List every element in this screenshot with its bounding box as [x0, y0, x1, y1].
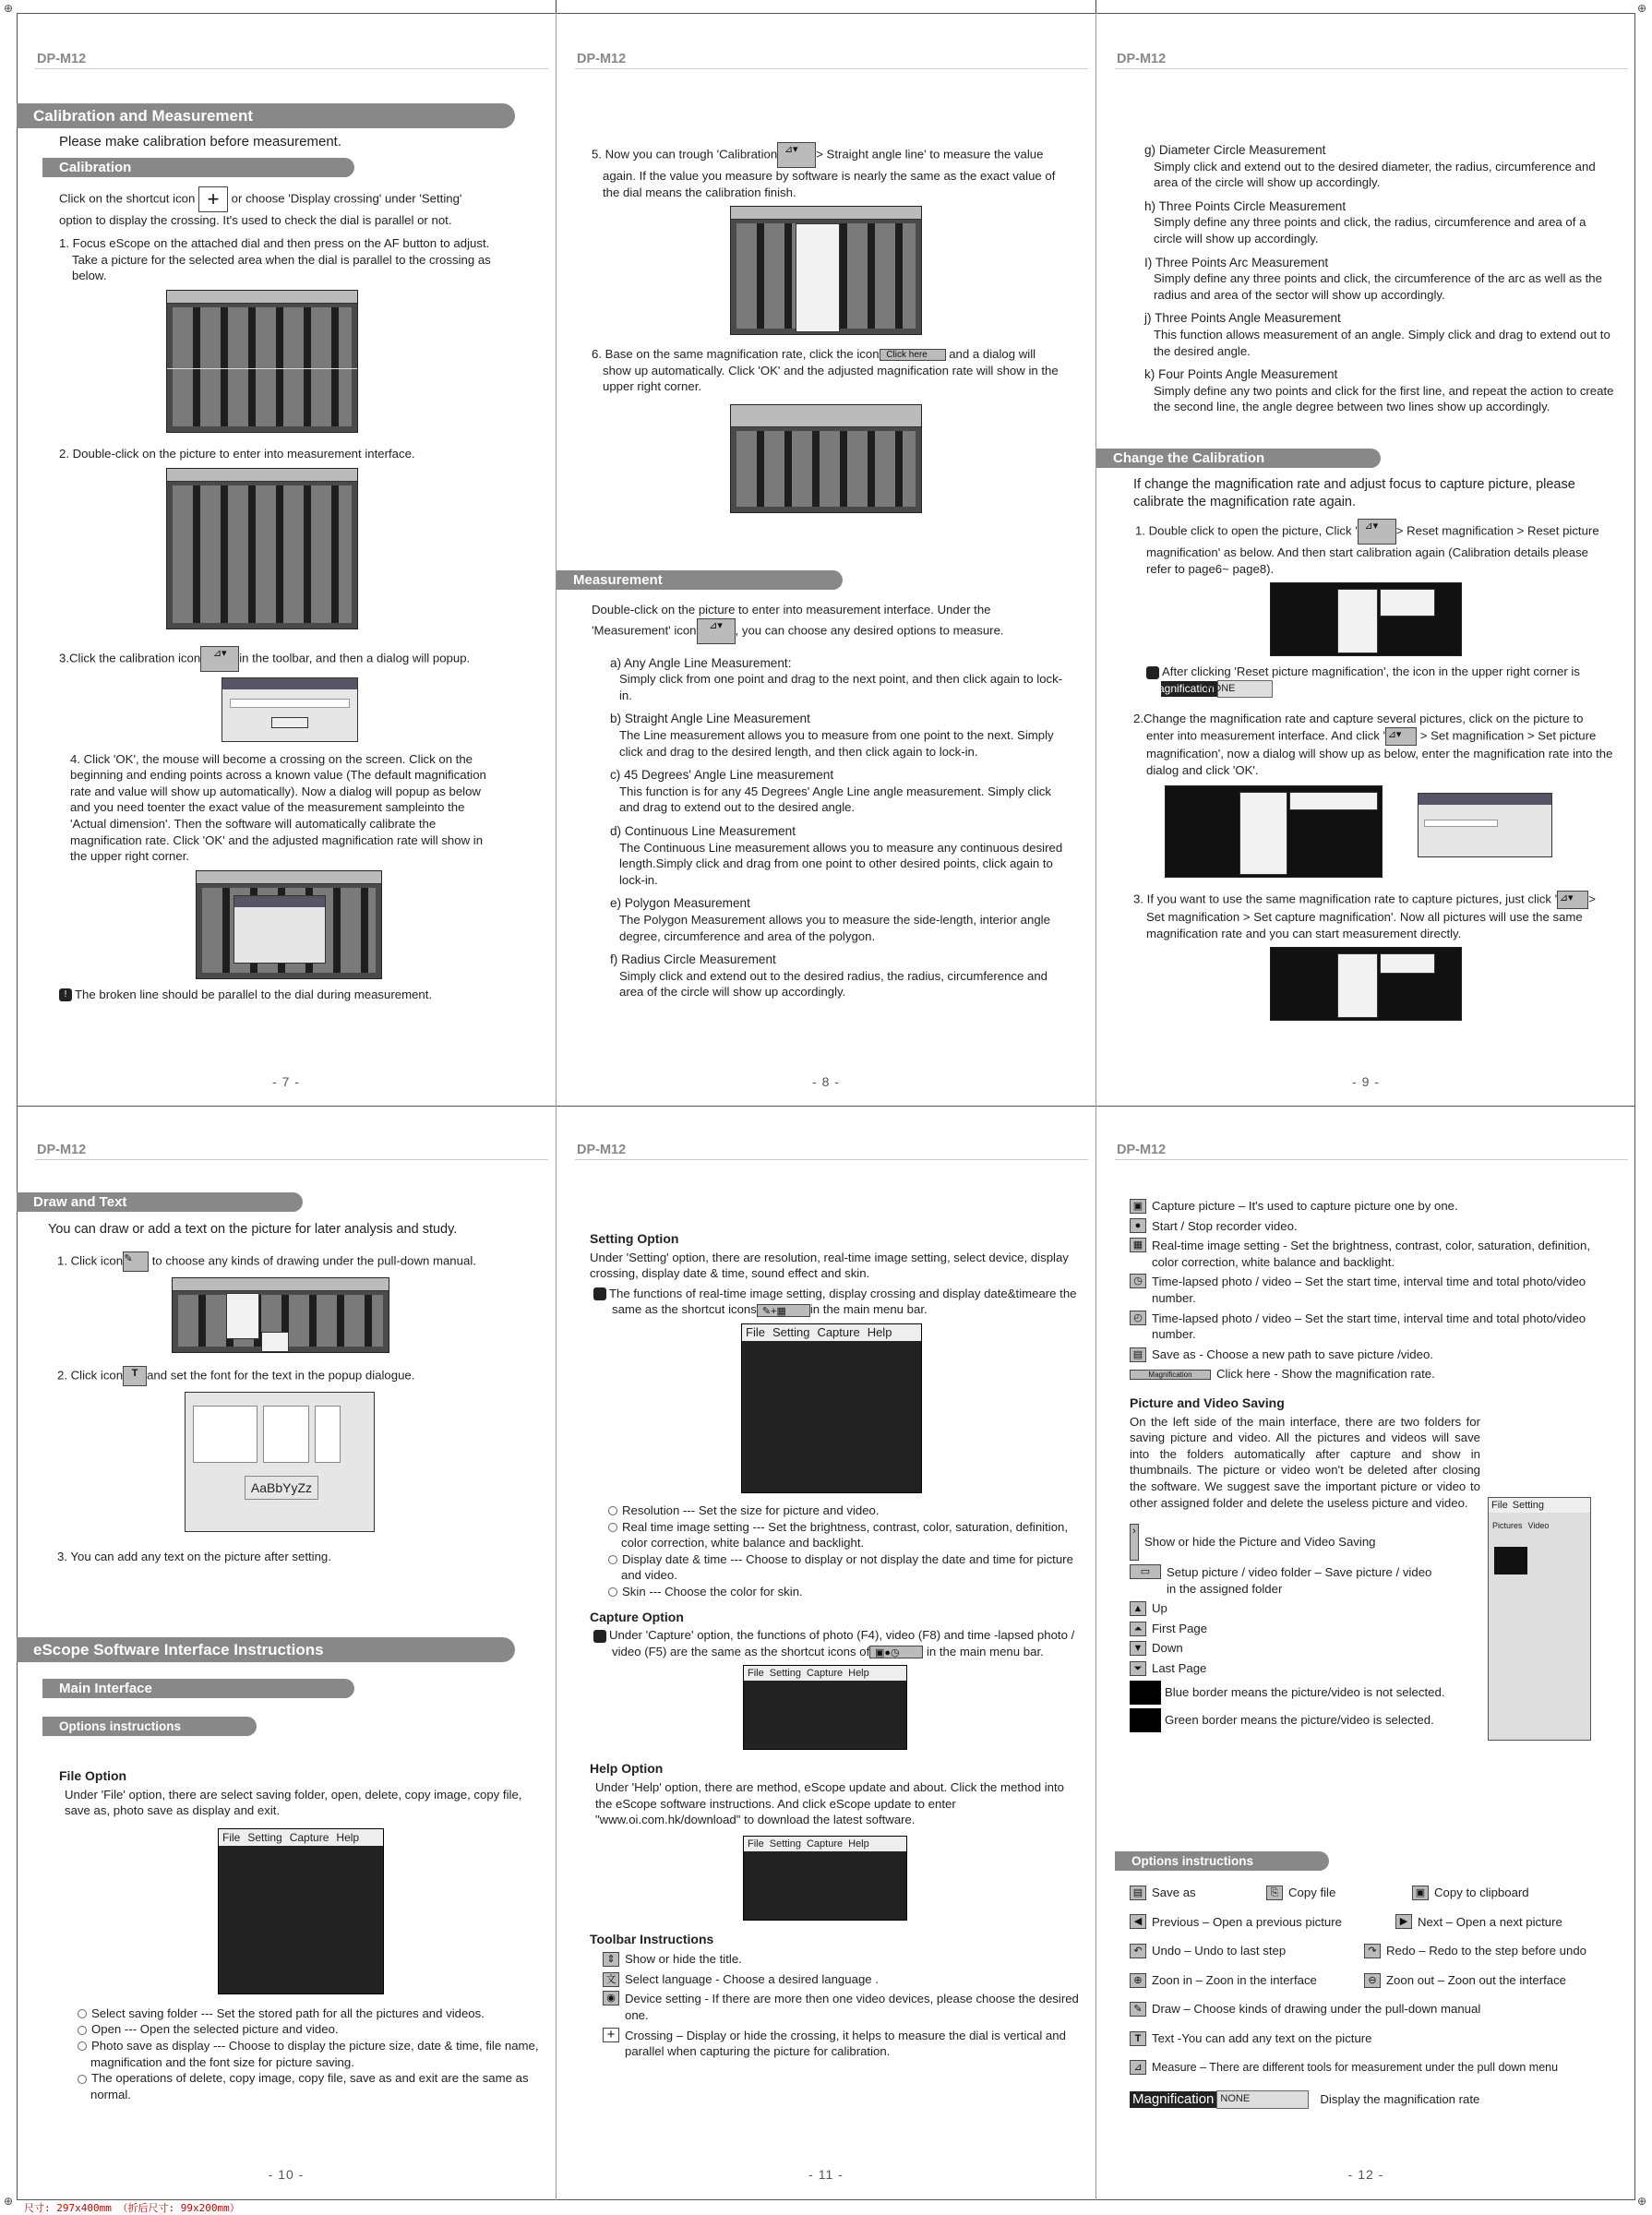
magnification-dialog: [1418, 793, 1552, 857]
icon-item: ◷ Time-lapsed photo / video – Set the start time, interval time and total photo/video number.: [1130, 1274, 1619, 1306]
menu-item[interactable]: skin: [749, 1430, 764, 1440]
menu-bar: [219, 1829, 383, 1846]
pv-item: ▭ Setup picture / video folder – Save picture / video in the assigned folder: [1130, 1564, 1619, 1597]
zoom-in-icon[interactable]: ⊕: [1130, 1973, 1146, 1988]
note-icon: !: [59, 988, 72, 1001]
setting-note: ! The functions of real-time image setting, display crossing and display date&timeare the same as the shortcut icons ✎+▦ in the main menu bar.: [589, 1286, 1077, 1317]
fold-line-horizontal: [17, 1106, 1635, 1107]
file-menu-screenshot: [218, 1828, 384, 1994]
file-option-text: Under 'File' option, there are select saving folder, open, delete, copy image, copy file, save as, photo save as display and exit.: [65, 1787, 522, 1818]
previous-icon[interactable]: ◀: [1130, 1914, 1146, 1929]
bullet: The operations of delete, copy image, copy file, save as and exit are the same as normal.: [59, 2070, 539, 2102]
option-row: Magnification NONE Display the magnification rate: [1130, 2090, 1628, 2109]
setting-option-title: Setting Option: [590, 1231, 679, 1246]
capture-shortcut-icons: ▣●◷: [869, 1646, 923, 1658]
sub-banner: Main Interface: [42, 1679, 354, 1698]
magnification-label: Magnification: [1130, 2091, 1216, 2108]
step-2: 2. Double-click on the picture to enter into measurement interface.: [59, 446, 415, 461]
draw-step-2: 2. Click icon T and set the font for the text in the popup dialogue.: [48, 1366, 537, 1386]
page-header: DP-M12: [577, 1143, 627, 1157]
screenshot-dialog: [196, 870, 382, 979]
option-row: ✎ Draw – Choose kinds of drawing under the pull-down manual: [1130, 2001, 1628, 2017]
green-border-swatch: [1130, 1708, 1161, 1732]
crossing-icon: +: [198, 186, 228, 212]
screenshot-capture-menu: [1270, 947, 1462, 1021]
screenshot-pair: [1165, 785, 1613, 878]
help-dropdown: [744, 1851, 803, 1888]
menu-setting[interactable]: Setting: [772, 1324, 810, 1339]
crop-mark: [556, 0, 557, 13]
measure-item: b) Straight Angle Line Measurement The Line measurement allows you to measure from one point to the next. Simply click and drag to the desired length, and then click again to lock-in.: [610, 712, 1054, 759]
pv-item: ⏷ Last Page: [1130, 1660, 1619, 1677]
pv-item: › Show or hide the Picture and Video Saving: [1130, 1524, 1619, 1561]
zoom-out-icon[interactable]: ⊖: [1364, 1973, 1381, 1988]
pv-item: ▼ Down: [1130, 1640, 1619, 1657]
menu-item[interactable]: Video compression: [749, 1367, 814, 1377]
menu-capture[interactable]: Capture: [806, 1838, 844, 1850]
step-3: 3.Click the calibration icon ⊿▾ in the toolbar, and then a dialog will popup.: [59, 646, 497, 672]
menu-item[interactable]: Resolution: [749, 1343, 786, 1353]
menu-item[interactable]: Exit: [224, 1954, 238, 1964]
draw-intro: You can draw or add a text on the picture for later analysis and study.: [48, 1222, 458, 1237]
registration-mark-icon: ⊕: [4, 2, 14, 15]
screenshot-magnification: [730, 404, 922, 513]
menu-item[interactable]: Method: [748, 1852, 771, 1862]
page-header: DP-M12: [37, 52, 87, 66]
draw-step-3: 3. You can add any text on the picture after setting.: [57, 1549, 331, 1563]
measure-item: a) Any Angle Line Measurement: Simply click from one point and drag to the next point, and then click again to lock-in.: [610, 655, 1063, 702]
registration-mark-icon: ⊕: [1637, 2195, 1647, 2208]
screenshot-measure: [166, 468, 358, 629]
capture-note: ! Under 'Capture' option, the functions of photo (F4), video (F8) and time -lapsed photo / video (F5) are the same as the shortcut icons of ▣●◷ in the main menu bar.: [589, 1628, 1075, 1659]
option-row: ▤ Save as ⎘ Copy file ▣ Copy to clipboard: [1130, 1885, 1628, 1901]
menu-item[interactable]: Photo save as display: [224, 1933, 296, 1943]
help-option-title: Help Option: [590, 1761, 664, 1777]
menu-file[interactable]: File: [748, 1838, 764, 1850]
popup-dialog: [221, 677, 358, 742]
menu-setting[interactable]: Setting: [769, 1838, 801, 1850]
bullet: Skin --- Choose the color for skin.: [590, 1584, 1079, 1600]
page-number: - 11 -: [808, 2167, 844, 2182]
registration-mark-icon: ⊕: [1637, 2, 1647, 15]
down-icon[interactable]: ▼: [1130, 1641, 1146, 1656]
page-header: DP-M12: [37, 1143, 87, 1157]
record-icon: ●: [1130, 1218, 1146, 1233]
text-icon[interactable]: T: [1130, 2031, 1146, 2046]
menu-item[interactable]: Save as: [224, 1913, 250, 1923]
intro-text: Please make calibration before measurement.: [59, 134, 341, 150]
page-number: - 12 -: [1347, 2167, 1384, 2182]
toolbar-item: ◉ Device setting - If there are more then one video devices, please choose the desired one.: [603, 1991, 1079, 2023]
page-number: - 10 -: [268, 2167, 305, 2182]
option-row: ◀ Previous – Open a previous picture ▶ Next – Open a next picture: [1130, 1914, 1628, 1931]
option-row: ↶ Undo – Undo to last step ↷ Redo – Redo to the step before undo: [1130, 1943, 1628, 1959]
font-sample: AaBbYyZz: [245, 1476, 318, 1500]
menu-help[interactable]: Help: [848, 1838, 869, 1850]
measure-item: c) 45 Degrees' Angle Line measurement This function is for any 45 Degrees' Angle Line angle measurement. Simply click and drag to extend out to the desired angle.: [610, 768, 1051, 815]
sub-banner: Options instructions: [1115, 1851, 1329, 1871]
menu-capture[interactable]: Capture: [817, 1324, 860, 1339]
menu-item[interactable]: Real-time image setting: [749, 1355, 829, 1365]
section-banner: Draw and Text: [17, 1192, 303, 1212]
step-6: 6. Base on the same magnification rate, click the icon Click here and a dialog will show up automatically. Click 'OK' and the adjusted magnification rate will show in the upper right corner.: [592, 347, 1059, 394]
calibration-text: Click on the shortcut icon + or choose 'Display crossing' under 'Setting' option to display the crossing. It's used to check the dial is parallel or not.: [59, 186, 462, 227]
timer-icon: ◷: [1130, 1274, 1146, 1288]
pv-item: ⏶ First Page: [1130, 1621, 1619, 1637]
first-page-icon[interactable]: ⏶: [1130, 1622, 1146, 1636]
text-icon: T: [123, 1366, 147, 1386]
page-number: - 9 -: [1352, 1074, 1380, 1089]
screenshot-draw-menu: [172, 1277, 389, 1353]
bullet: Real time image setting --- Set the brightness, contrast, color, saturation, definition, color correction, white balance and backlight.: [590, 1519, 1079, 1551]
save-as-icon: ▤: [1130, 1347, 1146, 1362]
bullet: Resolution --- Set the size for picture and video.: [590, 1503, 1079, 1519]
option-row: ⊕ Zoon in – Zoon in the interface ⊖ Zoon out – Zoon out the interface: [1130, 1972, 1628, 1989]
magnification-click-icon[interactable]: Magnification: [1130, 1370, 1211, 1380]
menu-item[interactable]: Select saving folder: [224, 1848, 291, 1858]
menu-item[interactable]: Time-lapsed photo/video F5: [748, 1705, 832, 1714]
calibration-icon: ⊿▾: [777, 142, 816, 168]
icon-item: ▣ Capture picture – It's used to capture picture one by one.: [1130, 1198, 1619, 1215]
magnification-label: Magnification: [1161, 681, 1217, 698]
timelapse-video-icon: ◴: [1130, 1311, 1146, 1325]
page-8: [557, 52, 1095, 1095]
icon-item: Magnification Click here - Show the magnification rate.: [1130, 1366, 1619, 1383]
screenshot-dial: [166, 290, 358, 433]
title-toggle-icon: ⇕: [603, 1952, 619, 1967]
click-here-button[interactable]: Click here: [880, 349, 946, 361]
measure-icon[interactable]: ⊿: [1130, 2060, 1146, 2075]
menu-file[interactable]: File: [222, 1830, 241, 1844]
menu-item[interactable]: Display date & time: [749, 1398, 817, 1408]
note-icon: !: [593, 1630, 606, 1643]
folder-setup-icon[interactable]: ▭: [1130, 1564, 1161, 1579]
menu-item[interactable]: Copy file: [224, 1901, 256, 1911]
note-icon: !: [593, 1287, 606, 1300]
bullet: Photo save as display --- Choose to display the picture size, date & time, file name, magnification and the font size for picture saving.: [59, 2038, 539, 2070]
menu-item[interactable]: Display crossing: [749, 1386, 806, 1396]
menu-item[interactable]: eScope update: [748, 1863, 791, 1873]
setting-option-text: Under 'Setting' option, there are resolution, real-time image setting, select device, display crossing, display date & time, sound effect and skin.: [590, 1250, 1069, 1281]
section-banner: Change the Calibration: [1096, 449, 1381, 468]
menu-file[interactable]: File: [746, 1324, 765, 1339]
magnification-value: NONE: [1217, 680, 1273, 699]
menu-help[interactable]: Help: [848, 1668, 869, 1680]
measure-item: e) Polygon Measurement The Polygon Measurement allows you to measure the side-length, interior angle degree, circumference and area of the polygon.: [610, 896, 1050, 943]
shortcut-icons: ✎+▦: [757, 1304, 810, 1317]
option-row: ⊿ Measure – There are different tools for measurement under the pull down menu: [1130, 2060, 1628, 2077]
magnification-value: NONE: [1216, 2090, 1309, 2109]
tab-video[interactable]: Video: [1527, 1520, 1550, 1530]
menu-setting[interactable]: Setting: [247, 1830, 282, 1844]
draw-icon: ✎: [123, 1251, 149, 1272]
picture-video-panel: File Setting Pictures Video: [1488, 1497, 1591, 1741]
pv-item: Blue border means the picture/video is not selected.: [1130, 1681, 1619, 1705]
menu-capture[interactable]: Capture: [289, 1830, 329, 1844]
menu-item[interactable]: Delete: [224, 1877, 246, 1887]
registration-mark-icon: ⊕: [4, 2195, 14, 2208]
change-step-2: 2.Change the magnification rate and capture several pictures, click on the picture to enter into measurement interface. And click ' ⊿▾ > Set magnification > Set picture magnification', now a dialog will show up as below, enter the magnification rate into the dialog and click 'OK'.: [1133, 712, 1613, 777]
note: ! The broken line should be parallel to the dial during measurement.: [59, 987, 497, 1003]
measure-intro: Double-click on the picture to enter into measurement interface. Under the 'Measurement' icon ⊿▾ , you can choose any desired options to measure.: [592, 602, 1071, 644]
capture-menu-screenshot: [743, 1665, 907, 1750]
option-row: T Text -You can add any text on the picture: [1130, 2030, 1628, 2047]
screenshot-reset-menu: [1270, 582, 1462, 656]
measurement-icon: ⊿▾: [697, 618, 736, 644]
pv-text: On the left side of the main interface, there are two folders for saving picture and video. All the pictures and videos will save into the folders automatically after capture and show in thumbnails. The picture or video won't be deleted after closing the software. We suggest save the important picture or video to other assigned folder and delete the useless picture and video.: [1130, 1414, 1480, 1510]
next-icon[interactable]: ▶: [1395, 1914, 1412, 1929]
section-banner: Calibration and Measurement: [17, 103, 515, 128]
capture-dropdown: [744, 1681, 836, 1718]
toolbar-title: Toolbar Instructions: [590, 1931, 714, 1946]
help-option-text: Under 'Help' option, there are method, eScope update and about. Click the method into the eScope software instructions. And click eScope update to enter "www.oi.com.hk/download" to download the latest software.: [595, 1779, 1064, 1827]
language-icon: 文: [603, 1972, 619, 1987]
page-number: - 7 -: [272, 1074, 300, 1089]
screenshot-calibration-menu: [730, 206, 922, 335]
calibration-icon: ⊿▾: [1557, 891, 1588, 909]
pv-item: Green border means the picture/video is selected.: [1130, 1708, 1619, 1732]
toolbar-item: 文 Select language - Choose a desired language .: [603, 1971, 1079, 1988]
icon-item: ◴ Time-lapsed photo / video – Set the start time, interval time and total photo/video number.: [1130, 1311, 1619, 1343]
print-size-note: 尺寸: 297x400mm （折后尺寸: 99x200mm）: [24, 2202, 240, 2214]
page-11: [557, 1143, 1095, 2185]
icon-item: ▤ Save as - Choose a new path to save picture /video.: [1130, 1347, 1619, 1363]
section-banner: Measurement: [557, 570, 843, 590]
menu-item[interactable]: About: [748, 1874, 766, 1884]
bullet: Display date & time --- Choose to display or not display the date and time for picture and video.: [590, 1551, 1079, 1584]
change-step-3: 3. If you want to use the same magnification rate to capture pictures, just click ' ⊿▾ > Set magnification > Set capture magnification'. Now all pictures will use the same magnification rate and you can start measurement directly.: [1133, 892, 1596, 940]
page-10: [17, 1143, 556, 2185]
draw-step-1: 1. Click icon✎ to choose any kinds of drawing under the pull-down manual.: [48, 1251, 537, 1272]
change-note: ! After clicking 'Reset picture magnification', the icon in the upper right corner is MagnificationNONE: [1133, 664, 1613, 698]
page-7: [17, 52, 556, 1095]
menu-file[interactable]: File: [748, 1668, 764, 1680]
menu-item[interactable]: Photo F4: [748, 1682, 775, 1692]
icon-item: ▦ Real-time image setting - Set the brightness, contrast, color, saturation, definition, color correction, white balance and backlight.: [1130, 1238, 1619, 1270]
page-number: - 8 -: [812, 1074, 840, 1089]
page-9: [1096, 52, 1635, 1095]
redo-icon[interactable]: ↷: [1364, 1944, 1381, 1958]
draw-icon[interactable]: ✎: [1130, 2002, 1146, 2017]
page-header: DP-M12: [1117, 1143, 1167, 1157]
pv-title: Picture and Video Saving: [1130, 1395, 1285, 1410]
bullet: Open --- Open the selected picture and video.: [59, 2021, 539, 2038]
menu-help[interactable]: Help: [867, 1324, 892, 1339]
undo-icon[interactable]: ↶: [1130, 1944, 1146, 1958]
calibration-icon: ⊿▾: [1358, 519, 1396, 545]
calibration-icon: ⊿▾: [200, 646, 239, 672]
change-step-1: 1. Double click to open the picture, Click ' ⊿▾ > Reset magnification > Reset picture magnification' as below. And then start calibration again (Calibration details please refer to page6~ page8).: [1135, 521, 1599, 576]
page-12: [1096, 1143, 1635, 2185]
measure-item: k) Four Points Angle Measurement Simply define any two points and click for the first line, and repeat the action to create the second line, the angle degree between two lines show up accordingly.: [1144, 367, 1614, 414]
calibration-icon: ⊿▾: [1385, 727, 1417, 746]
measure-item: h) Three Points Circle Measurement Simply define any three points and click, the radius, circumference and area of a circle will show up accordingly.: [1144, 198, 1586, 245]
menu-item[interactable]: Sound effect: [749, 1410, 792, 1420]
measure-item: j) Three Points Angle Measurement This function allows measurement of an angle. Simply click and drag to extend out to the desired angle.: [1144, 311, 1610, 358]
capture-option-title: Capture Option: [590, 1609, 684, 1624]
menu-item[interactable]: Copy image: [224, 1889, 265, 1899]
crossing-icon: +: [603, 2028, 619, 2042]
image-setting-icon: ▦: [1130, 1238, 1146, 1252]
menu-item[interactable]: Video F8: [748, 1694, 775, 1703]
tab-pictures[interactable]: Pictures: [1492, 1520, 1523, 1530]
device-icon: ◉: [603, 1991, 619, 2005]
crop-mark: [1095, 0, 1096, 13]
menu-help[interactable]: Help: [336, 1830, 360, 1844]
copy-file-icon[interactable]: ⎘: [1266, 1886, 1283, 1900]
menu-capture[interactable]: Capture: [806, 1668, 844, 1680]
measure-item: g) Diameter Circle Measurement Simply click and extend out to the desired diameter, the radius, circumference and area of the circle will show up accordingly.: [1144, 143, 1596, 190]
icon-item: ● Start / Stop recorder video.: [1130, 1218, 1619, 1235]
help-menu-screenshot: [743, 1836, 907, 1921]
measure-item: I) Three Points Arc Measurement Simply define any three points and click, the circumference of the arc as well as the radius and area of the sector will show up accordingly.: [1144, 255, 1602, 302]
change-intro: If change the magnification rate and adjust focus to capture picture, please calibrate the magnification rate again.: [1133, 477, 1575, 509]
page-header: DP-M12: [1117, 52, 1167, 66]
toolbar-item: ⇕ Show or hide the title.: [603, 1951, 1079, 1968]
font-dialog: [185, 1392, 375, 1532]
page-header: DP-M12: [577, 52, 627, 66]
side-toggle-icon[interactable]: ›: [1130, 1524, 1139, 1561]
sub-banner: Calibration: [42, 158, 354, 177]
setting-dropdown: [742, 1341, 853, 1468]
bullet: Select saving folder --- Set the stored path for all the pictures and videos.: [59, 2005, 539, 2022]
note-icon: !: [1146, 666, 1159, 679]
measure-item: d) Continuous Line Measurement The Continuous Line measurement allows you to measure any continuous desired length.Simply click and drag from one point to other desired points, click again to lock-in.: [610, 823, 1063, 887]
menu-setting[interactable]: Setting: [769, 1668, 801, 1680]
file-option-title: File Option: [59, 1768, 127, 1783]
toolbar-item: + Crossing – Display or hide the crossing, it helps to measure the dial is vertical and parallel when capturing the picture for calibration.: [603, 2028, 1079, 2060]
save-as-icon[interactable]: ▤: [1130, 1886, 1146, 1900]
screenshot-set-menu: [1165, 785, 1383, 878]
up-icon[interactable]: ▲: [1130, 1601, 1146, 1616]
step-5: 5. Now you can trough 'Calibration ⊿▾ > Straight angle line' to measure the value again. If the value you measure by software is nearly the same as the exact value of the dial means the calibration finish.: [592, 144, 1056, 199]
setting-menu-screenshot: [741, 1323, 922, 1493]
step-4: 4. Click 'OK', the mouse will become a crossing on the screen. Click on the beginning and ending points across a known value (The default magnification rate and value will show up automatically). Now a dialog will popup as below and you need toenter the exact value of the measurement sampleinto the 'Actual dimension'. Then the software will automatically calibrate the magnification rate. Click 'OK' and the adjusted magnification rate will show in the upper right corner.: [70, 751, 486, 864]
section-banner: eScope Software Interface Instructions: [17, 1637, 515, 1662]
last-page-icon[interactable]: ⏷: [1130, 1661, 1146, 1676]
measure-item: f) Radius Circle Measurement Simply click and extend out to the desired radius, the radius, circumference and area of the circle will show up accordingly.: [610, 952, 1048, 1000]
menu-item[interactable]: Open: [224, 1865, 243, 1875]
sub-banner: Options instructions: [42, 1717, 257, 1736]
pv-item: ▲ Up: [1130, 1600, 1619, 1617]
camera-icon: ▣: [1130, 1199, 1146, 1214]
clipboard-icon[interactable]: ▣: [1412, 1886, 1429, 1900]
file-dropdown: [219, 1846, 328, 1994]
step-1: 1. Focus eScope on the attached dial and then press on the AF button to adjust. Take a picture for the selected area when the dial is parallel to the crossing as below.: [59, 236, 491, 283]
blue-border-swatch: [1130, 1681, 1161, 1705]
